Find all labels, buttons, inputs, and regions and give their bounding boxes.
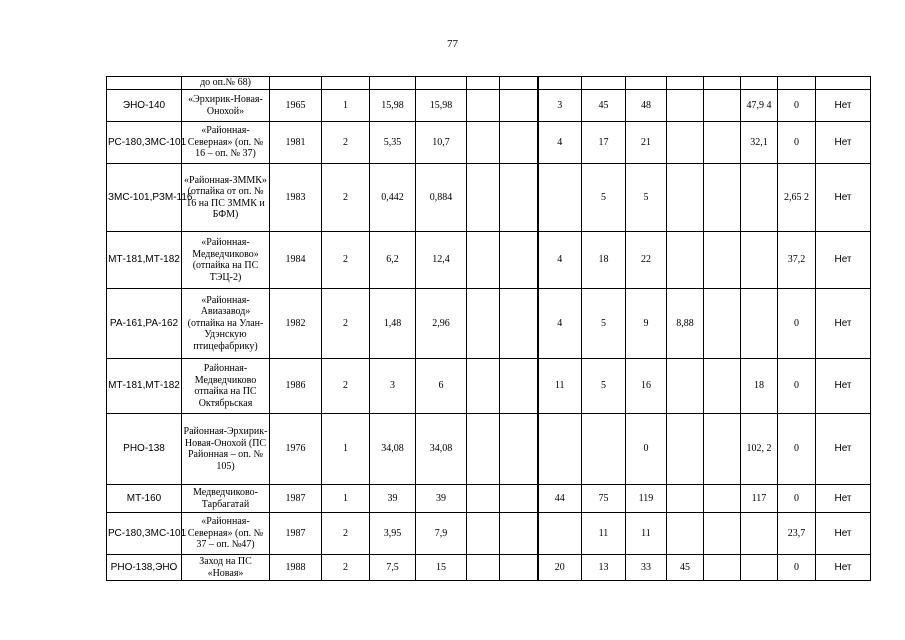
table-cell: 48 — [626, 90, 667, 122]
table-cell — [741, 77, 778, 90]
table-cell — [500, 77, 538, 90]
table-cell — [467, 77, 500, 90]
table-row — [107, 90, 871, 122]
table-cell: «Районная-Медведчиково» (отпайка на ПС ТЭЦ-2) — [182, 232, 270, 289]
table-cell: 6 — [416, 359, 467, 414]
table-cell — [741, 555, 778, 581]
table-cell — [467, 359, 500, 414]
table-cell: 1,48 — [370, 289, 416, 359]
table-cell: 45 — [667, 555, 704, 581]
table-cell: 75 — [582, 485, 626, 513]
table-row — [107, 555, 871, 581]
table-cell — [667, 359, 704, 414]
table-cell — [667, 164, 704, 232]
table-cell: Нет — [816, 513, 871, 555]
table-cell: Нет — [816, 164, 871, 232]
table-cell: 4 — [538, 289, 582, 359]
table-cell: 22 — [626, 232, 667, 289]
table-cell: «Районная-Северная» (оп. № 37 – оп. №47) — [182, 513, 270, 555]
table-cell: Нет — [816, 90, 871, 122]
table-cell: МТ-181,МТ-182 — [107, 232, 182, 289]
table-cell: 5 — [582, 289, 626, 359]
table-cell: 1988 — [270, 555, 322, 581]
table-cell — [667, 122, 704, 164]
table-cell: 0 — [778, 555, 816, 581]
table-cell: 8,88 — [667, 289, 704, 359]
table-cell — [816, 77, 871, 90]
table-cell: 0 — [778, 485, 816, 513]
table-cell — [500, 289, 538, 359]
table-cell — [667, 90, 704, 122]
table-cell: Районная-Эрхирик-Новая-Онохой (ПС Районная – оп. № 105) — [182, 414, 270, 485]
table-cell: 3,95 — [370, 513, 416, 555]
table-cell: РНО-138 — [107, 414, 182, 485]
table-cell — [741, 289, 778, 359]
table-cell: 1 — [322, 485, 370, 513]
table-cell — [741, 513, 778, 555]
table-cell: 15,98 — [370, 90, 416, 122]
table-cell: 0 — [778, 359, 816, 414]
table-cell: 16 — [626, 359, 667, 414]
table-row — [107, 77, 871, 90]
table-cell: 47,9 4 — [741, 90, 778, 122]
table-row — [107, 164, 871, 232]
table-cell — [704, 414, 741, 485]
table-cell: «Районная-Северная» (оп. № 16 – оп. № 37) — [182, 122, 270, 164]
table-cell — [704, 164, 741, 232]
table-cell: 2 — [322, 555, 370, 581]
table-cell: 1982 — [270, 289, 322, 359]
table-cell — [667, 485, 704, 513]
table-cell — [467, 555, 500, 581]
table-cell: 4 — [538, 232, 582, 289]
table-cell: 18 — [741, 359, 778, 414]
table-cell: 3 — [370, 359, 416, 414]
table-row — [107, 232, 871, 289]
table-cell — [704, 122, 741, 164]
table-cell — [741, 232, 778, 289]
table-cell — [667, 414, 704, 485]
table-cell: 5 — [582, 164, 626, 232]
table-cell — [500, 513, 538, 555]
table-cell: РС-180,ЗМС-101 — [107, 122, 182, 164]
table-row — [107, 513, 871, 555]
table-cell: 102, 2 — [741, 414, 778, 485]
table-cell — [500, 232, 538, 289]
table-cell: 0 — [778, 289, 816, 359]
table-cell: 2,65 2 — [778, 164, 816, 232]
table-cell: 2 — [322, 513, 370, 555]
table-cell: 2 — [322, 122, 370, 164]
table-cell: 2 — [322, 164, 370, 232]
table-row — [107, 122, 871, 164]
table-cell: 17 — [582, 122, 626, 164]
table-cell: 6,2 — [370, 232, 416, 289]
table-cell: 18 — [582, 232, 626, 289]
table-cell: РНО-138,ЭНО — [107, 555, 182, 581]
table-cell: до оп.№ 68) — [182, 77, 270, 90]
table-cell: 45 — [582, 90, 626, 122]
table-cell — [538, 77, 582, 90]
table-cell: 32,1 — [741, 122, 778, 164]
table-cell — [500, 90, 538, 122]
table-cell: 34,08 — [370, 414, 416, 485]
table-cell: 0,884 — [416, 164, 467, 232]
table-cell — [704, 232, 741, 289]
table-cell: 0,442 — [370, 164, 416, 232]
table-cell — [778, 77, 816, 90]
table-cell — [582, 77, 626, 90]
table-cell — [704, 289, 741, 359]
table-cell: 1 — [322, 414, 370, 485]
table-cell — [538, 164, 582, 232]
table-cell: Нет — [816, 555, 871, 581]
table-cell: МТ-160 — [107, 485, 182, 513]
table-cell — [322, 77, 370, 90]
table-cell: 1987 — [270, 485, 322, 513]
table-cell: Нет — [816, 485, 871, 513]
table-cell — [500, 164, 538, 232]
table-cell: ЭНО-140 — [107, 90, 182, 122]
table-cell — [538, 513, 582, 555]
table-cell: 0 — [626, 414, 667, 485]
table-cell: 7,9 — [416, 513, 467, 555]
table-cell — [467, 289, 500, 359]
table-cell: 13 — [582, 555, 626, 581]
table-cell: 1 — [322, 90, 370, 122]
table-cell: Нет — [816, 414, 871, 485]
table-cell: 0 — [778, 122, 816, 164]
table-cell — [270, 77, 322, 90]
table-cell — [667, 513, 704, 555]
table-cell: 15,98 — [416, 90, 467, 122]
table-cell: 39 — [370, 485, 416, 513]
table-cell: 2 — [322, 232, 370, 289]
table-cell: 11 — [538, 359, 582, 414]
table-cell — [107, 77, 182, 90]
table-cell: 1987 — [270, 513, 322, 555]
table-cell: 21 — [626, 122, 667, 164]
table-cell — [467, 164, 500, 232]
table-cell — [500, 414, 538, 485]
table-cell: 4 — [538, 122, 582, 164]
table-cell — [626, 77, 667, 90]
table-cell: 117 — [741, 485, 778, 513]
page-number: 77 — [447, 38, 458, 50]
table-cell — [704, 513, 741, 555]
table-cell: Нет — [816, 359, 871, 414]
table-cell — [704, 90, 741, 122]
table-cell: 3 — [538, 90, 582, 122]
table-cell — [667, 77, 704, 90]
table-cell: Заход на ПС «Новая» — [182, 555, 270, 581]
table-cell: 1983 — [270, 164, 322, 232]
table-cell: РС-180,ЗМС-101 — [107, 513, 182, 555]
table-cell: 10,7 — [416, 122, 467, 164]
table-cell: Нет — [816, 289, 871, 359]
table-cell: Районная-Медведчиково отпайка на ПС Октябрьская — [182, 359, 270, 414]
table-cell: 0 — [778, 90, 816, 122]
table-cell — [467, 485, 500, 513]
table-cell — [500, 485, 538, 513]
table-cell: 1965 — [270, 90, 322, 122]
table-cell — [741, 164, 778, 232]
table-cell — [704, 77, 741, 90]
table-row — [107, 485, 871, 513]
table-row — [107, 359, 871, 414]
table-cell: 39 — [416, 485, 467, 513]
table-cell: 23,7 — [778, 513, 816, 555]
table-cell: 5 — [626, 164, 667, 232]
table-cell: 1976 — [270, 414, 322, 485]
table-cell: ЗМС-101,РЗМ-116 — [107, 164, 182, 232]
table-cell — [500, 359, 538, 414]
table-cell — [500, 122, 538, 164]
table-cell — [704, 359, 741, 414]
table-cell: 1981 — [270, 122, 322, 164]
table-cell: 2 — [322, 289, 370, 359]
table-cell: 12,4 — [416, 232, 467, 289]
table-cell — [582, 414, 626, 485]
table-cell: 5 — [582, 359, 626, 414]
table-cell: Медведчиково-Тарбагатай — [182, 485, 270, 513]
table-row — [107, 289, 871, 359]
table-cell: 2,96 — [416, 289, 467, 359]
table-cell: Нет — [816, 232, 871, 289]
table-cell — [467, 122, 500, 164]
table-cell: 34,08 — [416, 414, 467, 485]
table-cell: 2 — [322, 359, 370, 414]
table-cell: 7,5 — [370, 555, 416, 581]
table-cell — [500, 555, 538, 581]
table-cell — [667, 232, 704, 289]
table-cell: РА-161,РА-162 — [107, 289, 182, 359]
table-cell — [370, 77, 416, 90]
table-cell: 1986 — [270, 359, 322, 414]
table-cell: 119 — [626, 485, 667, 513]
table-cell — [704, 485, 741, 513]
table-cell — [704, 555, 741, 581]
table-cell — [467, 414, 500, 485]
table-cell — [467, 513, 500, 555]
table-cell: 37,2 — [778, 232, 816, 289]
table-cell: 0 — [778, 414, 816, 485]
table-cell: 44 — [538, 485, 582, 513]
data-table — [106, 76, 871, 581]
table-cell: 20 — [538, 555, 582, 581]
table-row — [107, 414, 871, 485]
table-cell: Нет — [816, 122, 871, 164]
table-cell: 11 — [626, 513, 667, 555]
table-cell: 1984 — [270, 232, 322, 289]
table-cell: 5,35 — [370, 122, 416, 164]
table-cell: «Эрхирик-Новая-Онохой» — [182, 90, 270, 122]
table-cell: МТ-181,МТ-182 — [107, 359, 182, 414]
table-cell — [467, 90, 500, 122]
table-cell — [416, 77, 467, 90]
table-cell — [538, 414, 582, 485]
table-cell: 33 — [626, 555, 667, 581]
table-cell: «Районная-Авиазавод» (отпайка на Улан-Удэнскую птицефабрику) — [182, 289, 270, 359]
table-cell: 11 — [582, 513, 626, 555]
table-cell: 9 — [626, 289, 667, 359]
table-cell — [467, 232, 500, 289]
table-cell: 15 — [416, 555, 467, 581]
table-cell: «Районная-ЗММК» (отпайка от оп. № 16 на ПС ЗММК и БФМ) — [182, 164, 270, 232]
